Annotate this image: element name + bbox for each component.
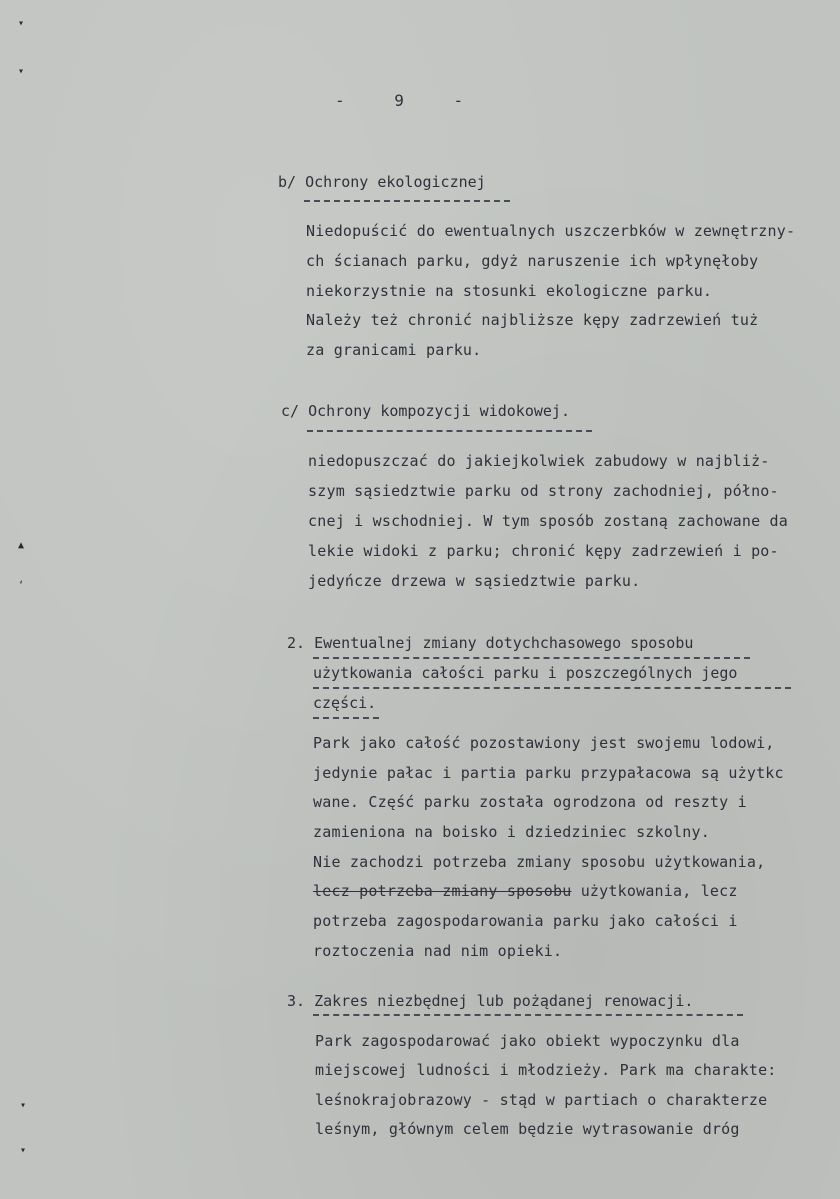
margin-mark: ▾ (18, 66, 25, 77)
margin-mark: ‘ (18, 580, 25, 591)
section-2-line: roztoczenia nad nim opieki. (313, 942, 563, 960)
section-2-line: Nie zachodzi potrzeba zmiany sposobu użytkowania, (313, 853, 766, 871)
section-c-line: lekie widoki z parku; chronić kępy zadrzewień i po- (308, 542, 779, 560)
section-b-heading: b/ Ochrony ekologicznej (278, 173, 486, 191)
struck-text: lecz potrzeba zmiany sposobu (313, 882, 572, 900)
section-2-line: zamieniona na boisko i dziedziniec szkolny. (313, 823, 710, 841)
section-2-line: Park jako całość pozostawiony jest swojemu lodowi, (313, 734, 775, 752)
section-3-line: miejscowej ludności i młodzieży. Park ma charakte: (315, 1061, 777, 1079)
section-3-line: leśnokrajobrazowy - stąd w partiach o charakterze (315, 1091, 768, 1109)
section-2-underline (313, 657, 750, 659)
margin-mark: ▾ (18, 18, 25, 29)
section-2-line (313, 882, 738, 900)
section-2-heading: części. (313, 694, 377, 712)
section-2-heading: 2. Ewentualnej zmiany dotychchasowego sposobu (287, 634, 694, 652)
section-2-line: jedynie pałac i partia parku przypałacowa są użytkc (313, 764, 784, 782)
page-number: - 9 - (335, 91, 484, 110)
section-2-heading: użytkowania całości parku i poszczególnych jego (313, 664, 738, 682)
section-c-underline (307, 430, 592, 432)
section-2-underline (313, 687, 791, 689)
section-2-line-rest: użytkowania, lecz (571, 882, 738, 900)
section-c-line: niedopuszczać do jakiejkolwiek zabudowy w najbliż- (308, 452, 770, 470)
section-3-heading: 3. Zakres niezbędnej lub pożądanej renowacji. (287, 992, 694, 1010)
section-2-line: potrzeba zagospodarowania parku jako całości i (313, 912, 738, 930)
section-3-line: Park zagospodarować jako obiekt wypoczynku dla (315, 1032, 740, 1050)
section-c-line: szym sąsiedztwie parku od strony zachodniej, półno- (308, 482, 779, 500)
section-b-line: ch ścianach parku, gdyż naruszenie ich wpłynęłoby (306, 252, 759, 270)
margin-mark: ▲ (18, 540, 25, 551)
section-2-line: wane. Część parku została ogrodzona od reszty i (313, 793, 747, 811)
section-c-heading: c/ Ochrony kompozycji widokowej. (281, 402, 570, 420)
section-b-line: za granicami parku. (306, 341, 482, 359)
section-c-line: cnej i wschodniej. W tym sposób zostaną zachowane da (308, 512, 788, 530)
section-3-underline (313, 1014, 743, 1016)
section-b-line: Należy też chronić najbliższe kępy zadrzewień tuż (306, 311, 759, 329)
section-b-underline (304, 200, 510, 202)
section-b-line: niekorzystnie na stosunki ekologiczne parku. (306, 282, 713, 300)
margin-mark: ▾ (20, 1145, 27, 1156)
section-3-line: leśnym, głównym celem będzie wytrasowanie dróg (315, 1120, 740, 1138)
section-2-underline (313, 717, 379, 719)
margin-mark: ▾ (20, 1100, 27, 1111)
section-b-line: Niedopuścić do ewentualnych uszczerbków w zewnętrzny- (306, 222, 796, 240)
section-c-line: jedyńcze drzewa w sąsiedztwie parku. (308, 572, 641, 590)
